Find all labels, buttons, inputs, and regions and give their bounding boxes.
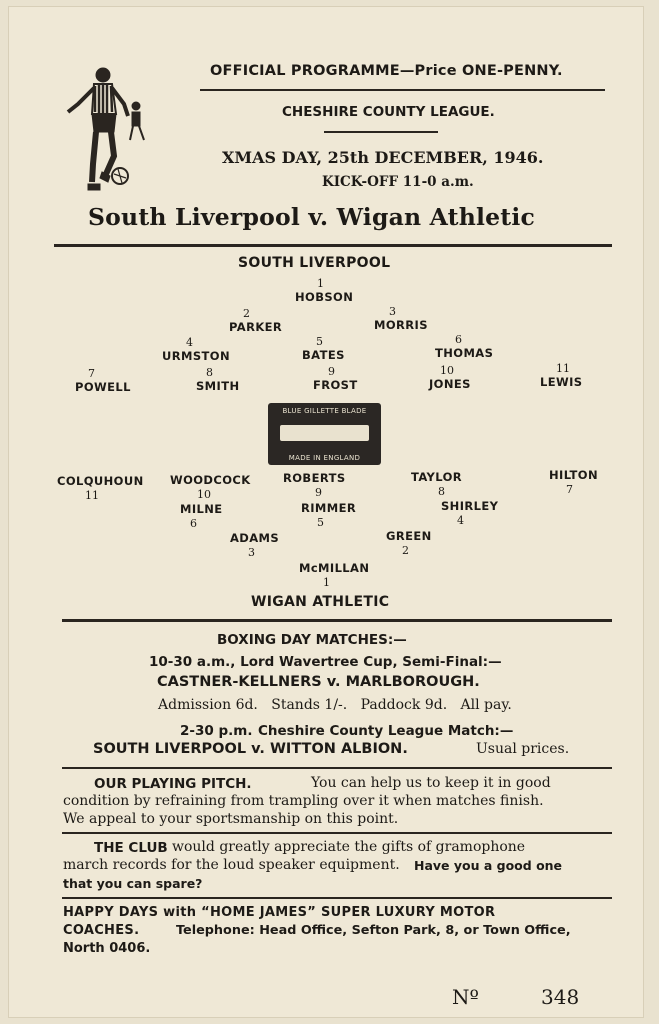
footballer-illustration [48, 64, 158, 204]
match2-time: 2-30 p.m. [180, 723, 253, 739]
away-player-name: RIMMER [301, 501, 357, 515]
advert-bottom-text: MADE IN ENGLAND [288, 454, 361, 462]
gillette-blade-advert [268, 403, 381, 465]
match1-teams: CASTNER-KELLNERS v. MARLBOROUGH. [157, 674, 480, 690]
coaches-advert-2a: COACHES. [63, 923, 140, 938]
official-programme-line: OFFICIAL PROGRAMME—Price ONE-PENNY. [210, 63, 563, 79]
away-player-number: 9 [315, 486, 322, 499]
blade-icon [280, 425, 369, 441]
coaches-advert-1: HAPPY DAYS with “HOME JAMES” SUPER LUXURY MOTOR [63, 905, 496, 920]
home-player-name: BATES [302, 348, 345, 362]
away-player-number: 6 [190, 517, 197, 530]
home-player-number: 1 [317, 277, 324, 290]
home-player-number: 2 [243, 307, 250, 320]
away-player-number: 11 [85, 489, 99, 502]
pitch-rule [62, 832, 612, 834]
kickoff-time: KICK-OFF 11-0 a.m. [322, 174, 474, 190]
home-player-name: SMITH [196, 379, 240, 393]
away-player-number: 2 [402, 544, 409, 557]
home-player-number: 5 [316, 335, 323, 348]
away-player-number: 5 [317, 516, 324, 529]
home-player-name: HOBSON [295, 290, 354, 304]
home-player-name: FROST [313, 378, 358, 392]
away-team-name: WIGAN ATHLETIC [251, 594, 390, 610]
home-player-number: 4 [186, 336, 193, 349]
away-player-name: HILTON [549, 468, 598, 482]
league-name: CHESHIRE COUNTY LEAGUE. [282, 104, 495, 120]
match-title: South Liverpool v. Wigan Athletic [88, 203, 535, 231]
match2-competition: Cheshire County League Match:— [258, 723, 514, 739]
boxing-rule [62, 767, 612, 769]
coaches-advert-2b: Telephone: Head Office, Sefton Park, 8, or Town Office, [176, 923, 571, 938]
pitch-heading: OUR PLAYING PITCH. [94, 776, 252, 792]
away-player-number: 1 [323, 576, 330, 589]
away-player-number: 10 [197, 488, 211, 501]
club-text-1: would greatly appreciate the gifts of gramophone [172, 839, 526, 855]
home-player-number: 7 [88, 367, 95, 380]
away-player-name: SHIRLEY [441, 499, 499, 513]
home-player-name: MORRIS [374, 318, 428, 332]
home-player-name: JONES [429, 377, 471, 391]
club-text-3: that you can spare? [63, 876, 203, 891]
home-player-number: 10 [440, 364, 454, 377]
pitch-text-2: condition by refraining from trampling over it when matches finish. [63, 793, 544, 809]
away-player-name: ADAMS [230, 531, 280, 545]
home-player-name: PARKER [229, 320, 283, 334]
match-date: XMAS DAY, 25th DECEMBER, 1946. [222, 148, 544, 167]
club-text-2-bold: Have you a good one [414, 858, 563, 873]
match1-admission: Admission 6d. Stands 1/-. Paddock 9d. All pay. [158, 697, 512, 713]
pitch-text-3: We appeal to your sportsmanship on this point. [63, 811, 399, 827]
header-rule-1 [200, 89, 605, 91]
home-player-name: LEWIS [540, 375, 583, 389]
away-player-name: TAYLOR [411, 470, 463, 484]
pitch-text-1: You can help us to keep it in good [311, 775, 551, 791]
home-player-number: 8 [206, 366, 213, 379]
club-rule [62, 897, 612, 899]
boxing-day-heading: BOXING DAY MATCHES:— [217, 632, 407, 648]
advert-top-text: BLUE GILLETTE BLADE [282, 407, 367, 415]
away-player-number: 8 [438, 485, 445, 498]
header-rule-2 [324, 131, 438, 133]
title-rule [54, 244, 612, 247]
home-player-number: 9 [328, 365, 335, 378]
away-player-number: 3 [248, 546, 255, 559]
serial-number-mark: Nº [452, 985, 479, 1009]
away-player-name: WOODCOCK [170, 473, 251, 487]
home-team-name: SOUTH LIVERPOOL [238, 255, 391, 271]
home-player-name: THOMAS [435, 346, 494, 360]
home-player-number: 3 [389, 305, 396, 318]
match1-time: 10-30 a.m., Lord Wavertree Cup, Semi-Final:— [149, 654, 502, 670]
away-player-name: GREEN [386, 529, 432, 543]
coaches-advert-3: North 0406. [63, 941, 151, 956]
away-player-name: COLQUHOUN [57, 474, 144, 488]
away-player-name: ROBERTS [283, 471, 346, 485]
serial-number: 348 [541, 985, 580, 1009]
match2-teams: SOUTH LIVERPOOL v. WITTON ALBION. [93, 741, 408, 757]
match2-prices: Usual prices. [476, 741, 570, 757]
away-player-number: 4 [457, 514, 464, 527]
home-player-number: 11 [556, 362, 570, 375]
away-player-name: McMILLAN [299, 561, 370, 575]
away-player-name: MILNE [180, 502, 223, 516]
club-heading: THE CLUB [94, 840, 168, 856]
away-player-number: 7 [566, 483, 573, 496]
team-rule [62, 619, 612, 622]
home-player-number: 6 [455, 333, 462, 346]
home-player-name: URMSTON [162, 349, 230, 363]
club-text-2: march records for the loud speaker equipment. [63, 857, 400, 873]
home-player-name: POWELL [75, 380, 131, 394]
